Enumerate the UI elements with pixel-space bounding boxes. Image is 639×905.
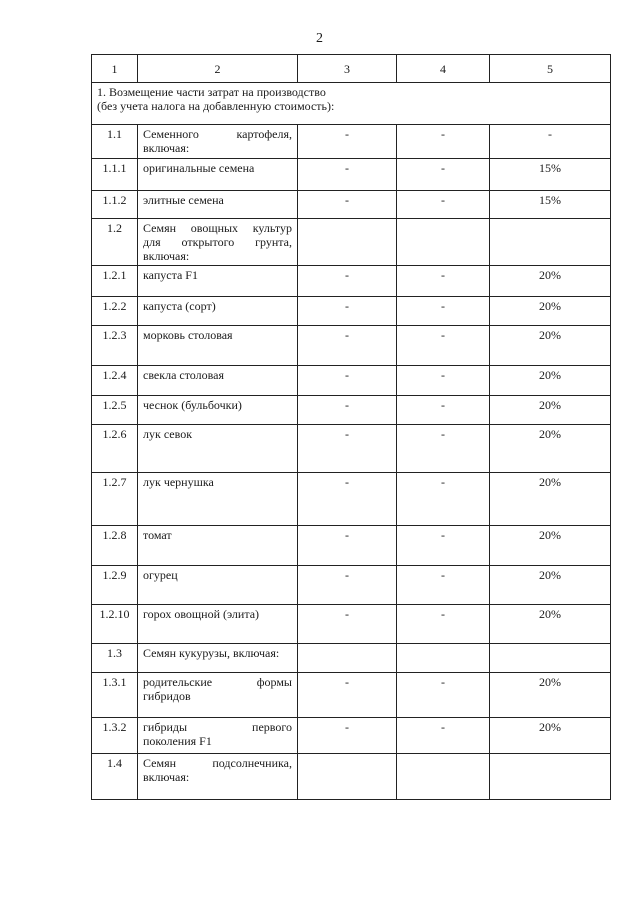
row-name-line-1: гибриды первого <box>143 720 292 734</box>
table-row <box>92 297 611 326</box>
col-3-value <box>298 219 397 266</box>
row-number: 1.2.10 <box>92 605 138 644</box>
section-title <box>92 83 611 125</box>
row-number: 1.2.3 <box>92 326 138 366</box>
table-header-row <box>92 55 611 83</box>
row-name-line-1: лук чернушка <box>143 475 214 489</box>
row-name <box>138 219 298 266</box>
col-4-value: - <box>397 718 490 754</box>
row-name-line-1: Семенного картофеля, <box>143 127 292 141</box>
table-row <box>92 366 611 396</box>
col-5-value: 20% <box>490 605 611 644</box>
col-3-value: - <box>298 191 397 219</box>
row-number: 1.1.1 <box>92 159 138 191</box>
row-name-line-2: гибридов <box>143 689 191 703</box>
col-4-value: - <box>397 159 490 191</box>
col-4-value <box>397 644 490 673</box>
col-5-value <box>490 644 611 673</box>
section-title-row <box>92 83 611 125</box>
row-number: 1.2.9 <box>92 566 138 605</box>
row-number: 1.2.8 <box>92 526 138 566</box>
table-row <box>92 566 611 605</box>
row-number: 1.2.5 <box>92 396 138 425</box>
table-row <box>92 673 611 718</box>
table-row <box>92 473 611 526</box>
header-col-1: 1 <box>92 55 138 83</box>
row-name-line-1: морковь столовая <box>143 328 233 342</box>
col-3-value: - <box>298 266 397 297</box>
row-number: 1.2.4 <box>92 366 138 396</box>
row-name <box>138 473 298 526</box>
row-name <box>138 425 298 473</box>
row-number: 1.2 <box>92 219 138 266</box>
table-row <box>92 191 611 219</box>
col-5-value: 20% <box>490 718 611 754</box>
row-number: 1.2.1 <box>92 266 138 297</box>
col-4-value: - <box>397 366 490 396</box>
row-name <box>138 754 298 800</box>
row-name-line-1: горох овощной (элита) <box>143 607 260 621</box>
col-4-value: - <box>397 191 490 219</box>
section-title-line-1: 1. Возмещение части затрат на производство <box>97 85 326 99</box>
table-row <box>92 754 611 800</box>
col-3-value: - <box>298 396 397 425</box>
table-row <box>92 526 611 566</box>
row-name <box>138 125 298 159</box>
row-name <box>138 266 298 297</box>
row-name-line-1: Семян подсолнечника, <box>143 756 292 770</box>
row-name-line-1: элитные семена <box>143 193 224 207</box>
col-5-value: 20% <box>490 297 611 326</box>
col-3-value: - <box>298 566 397 605</box>
col-4-value: - <box>397 605 490 644</box>
row-name-line-2: включая: <box>143 770 190 784</box>
row-name <box>138 718 298 754</box>
row-number: 1.3.1 <box>92 673 138 718</box>
col-4-value: - <box>397 396 490 425</box>
row-name-line-2: поколения F1 <box>143 734 212 748</box>
row-name-line-1: родительские формы <box>143 675 292 689</box>
col-3-value: - <box>298 159 397 191</box>
table-row <box>92 644 611 673</box>
col-3-value: - <box>298 473 397 526</box>
row-name-line-3: включая: <box>143 249 190 263</box>
col-5-value: 20% <box>490 266 611 297</box>
row-number: 1.4 <box>92 754 138 800</box>
row-name-line-1: Семян кукурузы, включая: <box>143 646 280 660</box>
row-name <box>138 566 298 605</box>
header-col-2: 2 <box>138 55 298 83</box>
col-5-value: 20% <box>490 425 611 473</box>
row-name <box>138 526 298 566</box>
row-name-line-1: лук севок <box>143 427 193 441</box>
row-name-line-1: Семян овощных культур <box>143 221 292 235</box>
row-name-line-1: капуста (сорт) <box>143 299 216 313</box>
col-4-value: - <box>397 266 490 297</box>
table-row <box>92 219 611 266</box>
table-row <box>92 159 611 191</box>
col-3-value: - <box>298 425 397 473</box>
col-4-value: - <box>397 473 490 526</box>
row-number: 1.2.2 <box>92 297 138 326</box>
table-row <box>92 125 611 159</box>
section-title-line-2: (без учета налога на добавленную стоимость): <box>97 99 335 113</box>
col-4-value: - <box>397 673 490 718</box>
row-number: 1.1 <box>92 125 138 159</box>
row-name <box>138 366 298 396</box>
row-name <box>138 297 298 326</box>
col-3-value: - <box>298 718 397 754</box>
row-number: 1.2.7 <box>92 473 138 526</box>
row-name-line-1: чеснок (бульбочки) <box>143 398 242 412</box>
col-5-value: 20% <box>490 566 611 605</box>
col-4-value <box>397 754 490 800</box>
table-row <box>92 326 611 366</box>
row-name-line-1: огурец <box>143 568 178 582</box>
col-3-value: - <box>298 326 397 366</box>
row-name <box>138 191 298 219</box>
row-name <box>138 605 298 644</box>
col-3-value <box>298 644 397 673</box>
row-name-line-1: оригинальные семена <box>143 161 255 175</box>
col-4-value: - <box>397 425 490 473</box>
col-3-value: - <box>298 125 397 159</box>
col-4-value: - <box>397 526 490 566</box>
col-4-value: - <box>397 297 490 326</box>
table-row <box>92 266 611 297</box>
page-number: 2 <box>316 31 323 46</box>
col-5-value: - <box>490 125 611 159</box>
col-5-value: 20% <box>490 396 611 425</box>
subsidy-table <box>91 54 611 800</box>
col-5-value: 20% <box>490 326 611 366</box>
col-5-value <box>490 754 611 800</box>
row-number: 1.3.2 <box>92 718 138 754</box>
header-col-5: 5 <box>490 55 611 83</box>
row-name <box>138 673 298 718</box>
row-number: 1.1.2 <box>92 191 138 219</box>
col-4-value: - <box>397 566 490 605</box>
col-5-value: 15% <box>490 159 611 191</box>
col-5-value: 15% <box>490 191 611 219</box>
row-name <box>138 396 298 425</box>
table-row <box>92 718 611 754</box>
row-name <box>138 159 298 191</box>
header-col-3: 3 <box>298 55 397 83</box>
table-row <box>92 605 611 644</box>
col-5-value <box>490 219 611 266</box>
col-4-value <box>397 219 490 266</box>
col-3-value: - <box>298 297 397 326</box>
col-5-value: 20% <box>490 673 611 718</box>
row-name-line-2: включая: <box>143 141 190 155</box>
col-4-value: - <box>397 125 490 159</box>
col-5-value: 20% <box>490 366 611 396</box>
table-row <box>92 425 611 473</box>
row-name-line-1: капуста F1 <box>143 268 198 282</box>
col-3-value: - <box>298 366 397 396</box>
col-5-value: 20% <box>490 526 611 566</box>
row-name-line-1: свекла столовая <box>143 368 224 382</box>
row-name-line-2: для открытого грунта, <box>143 235 292 249</box>
col-5-value: 20% <box>490 473 611 526</box>
row-name-line-1: томат <box>143 528 172 542</box>
col-3-value: - <box>298 605 397 644</box>
row-name <box>138 644 298 673</box>
col-3-value <box>298 754 397 800</box>
col-3-value: - <box>298 673 397 718</box>
row-number: 1.3 <box>92 644 138 673</box>
header-col-4: 4 <box>397 55 490 83</box>
row-name <box>138 326 298 366</box>
col-3-value: - <box>298 526 397 566</box>
row-number: 1.2.6 <box>92 425 138 473</box>
col-4-value: - <box>397 326 490 366</box>
table-row <box>92 396 611 425</box>
